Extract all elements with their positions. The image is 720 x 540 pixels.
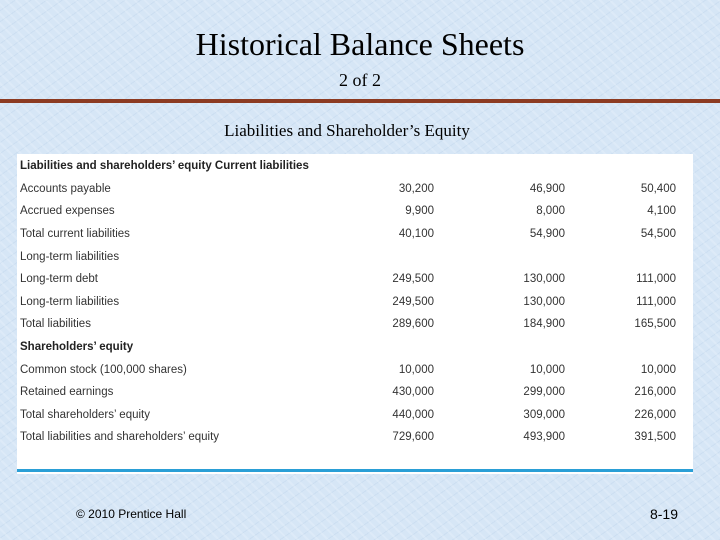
row-label: Total shareholders’ equity (20, 408, 150, 421)
value-col-1 (350, 155, 434, 178)
row-label: Total liabilities (20, 318, 91, 331)
row-label: Retained earnings (20, 386, 114, 399)
value-col-2: 46,900 (529, 182, 565, 195)
value-col-1: 40,100 (398, 228, 434, 241)
row-label: Total current liabilities (20, 228, 130, 241)
value-col-2: 10,000 (529, 363, 565, 376)
value-col-3: 165,500 (634, 318, 676, 331)
table-row (20, 223, 676, 246)
value-col-1: 30,200 (398, 182, 434, 195)
value-col-1: 249,500 (392, 295, 434, 308)
value-col-2: 184,900 (523, 318, 565, 331)
value-col-3: 54,500 (640, 228, 676, 241)
value-col-3: 111,000 (636, 295, 676, 308)
slide-title: Historical Balance Sheets (195, 26, 525, 62)
value-col-1 (350, 336, 434, 359)
copyright-footer: © 2010 Prentice Hall (76, 507, 187, 521)
table-row (20, 245, 676, 268)
table-row (20, 426, 676, 449)
value-col-2: 493,900 (523, 431, 565, 444)
value-col-1: 10,000 (398, 363, 434, 376)
value-col-1 (350, 245, 434, 268)
value-col-3 (565, 336, 676, 359)
value-col-3: 50,400 (640, 182, 676, 195)
value-col-3 (565, 245, 676, 268)
value-col-2: 299,000 (523, 386, 565, 399)
value-col-3: 10,000 (640, 363, 676, 376)
slide-subtitle: 2 of 2 (339, 70, 381, 90)
table-row (20, 291, 676, 314)
table-row (20, 178, 676, 201)
row-label: Shareholders’ equity (20, 341, 134, 354)
value-col-3: 216,000 (634, 386, 676, 399)
row-label: Accrued expenses (20, 205, 115, 218)
table-row (20, 358, 676, 381)
row-label: Accounts payable (20, 182, 111, 195)
balance-sheet-body (20, 155, 676, 449)
row-label: Long-term liabilities (20, 295, 120, 308)
row-label: Liabilities and shareholders’ equity Current liabilities (20, 160, 309, 173)
value-col-3: 226,000 (634, 408, 676, 421)
value-col-1: 729,600 (392, 431, 434, 444)
value-col-2: 309,000 (523, 408, 565, 421)
value-col-3: 391,500 (634, 431, 676, 444)
value-col-1: 9,900 (405, 205, 434, 218)
value-col-2: 54,900 (529, 228, 565, 241)
value-col-2 (434, 245, 565, 268)
table-row (20, 313, 676, 336)
table-caption: Liabilities and Shareholder’s Equity (224, 121, 470, 140)
value-col-1: 289,600 (392, 318, 434, 331)
value-col-1: 430,000 (392, 386, 434, 399)
value-col-2: 130,000 (523, 273, 565, 286)
table-row (20, 336, 676, 359)
value-col-2 (434, 336, 565, 359)
value-col-2: 8,000 (536, 205, 565, 218)
table-row (20, 155, 676, 178)
table-row (20, 404, 676, 427)
slide-number: 8-19 (649, 506, 678, 522)
value-col-3: 4,100 (647, 205, 676, 218)
value-col-1: 440,000 (392, 408, 434, 421)
table-row (20, 381, 676, 404)
table-row (20, 200, 676, 223)
row-label: Long-term liabilities (20, 250, 120, 263)
balance-sheet-table (20, 155, 676, 449)
row-label: Long-term debt (20, 273, 98, 286)
value-col-3: 111,000 (636, 273, 676, 286)
row-label: Common stock (100,000 shares) (20, 363, 187, 376)
value-col-2: 130,000 (523, 295, 565, 308)
value-col-2 (434, 155, 565, 178)
table-bottom-rule (17, 469, 693, 472)
table-row (20, 268, 676, 291)
title-divider (0, 99, 720, 103)
value-col-3 (565, 155, 676, 178)
row-label: Total liabilities and shareholders’ equity (20, 431, 220, 444)
value-col-1: 249,500 (392, 273, 434, 286)
